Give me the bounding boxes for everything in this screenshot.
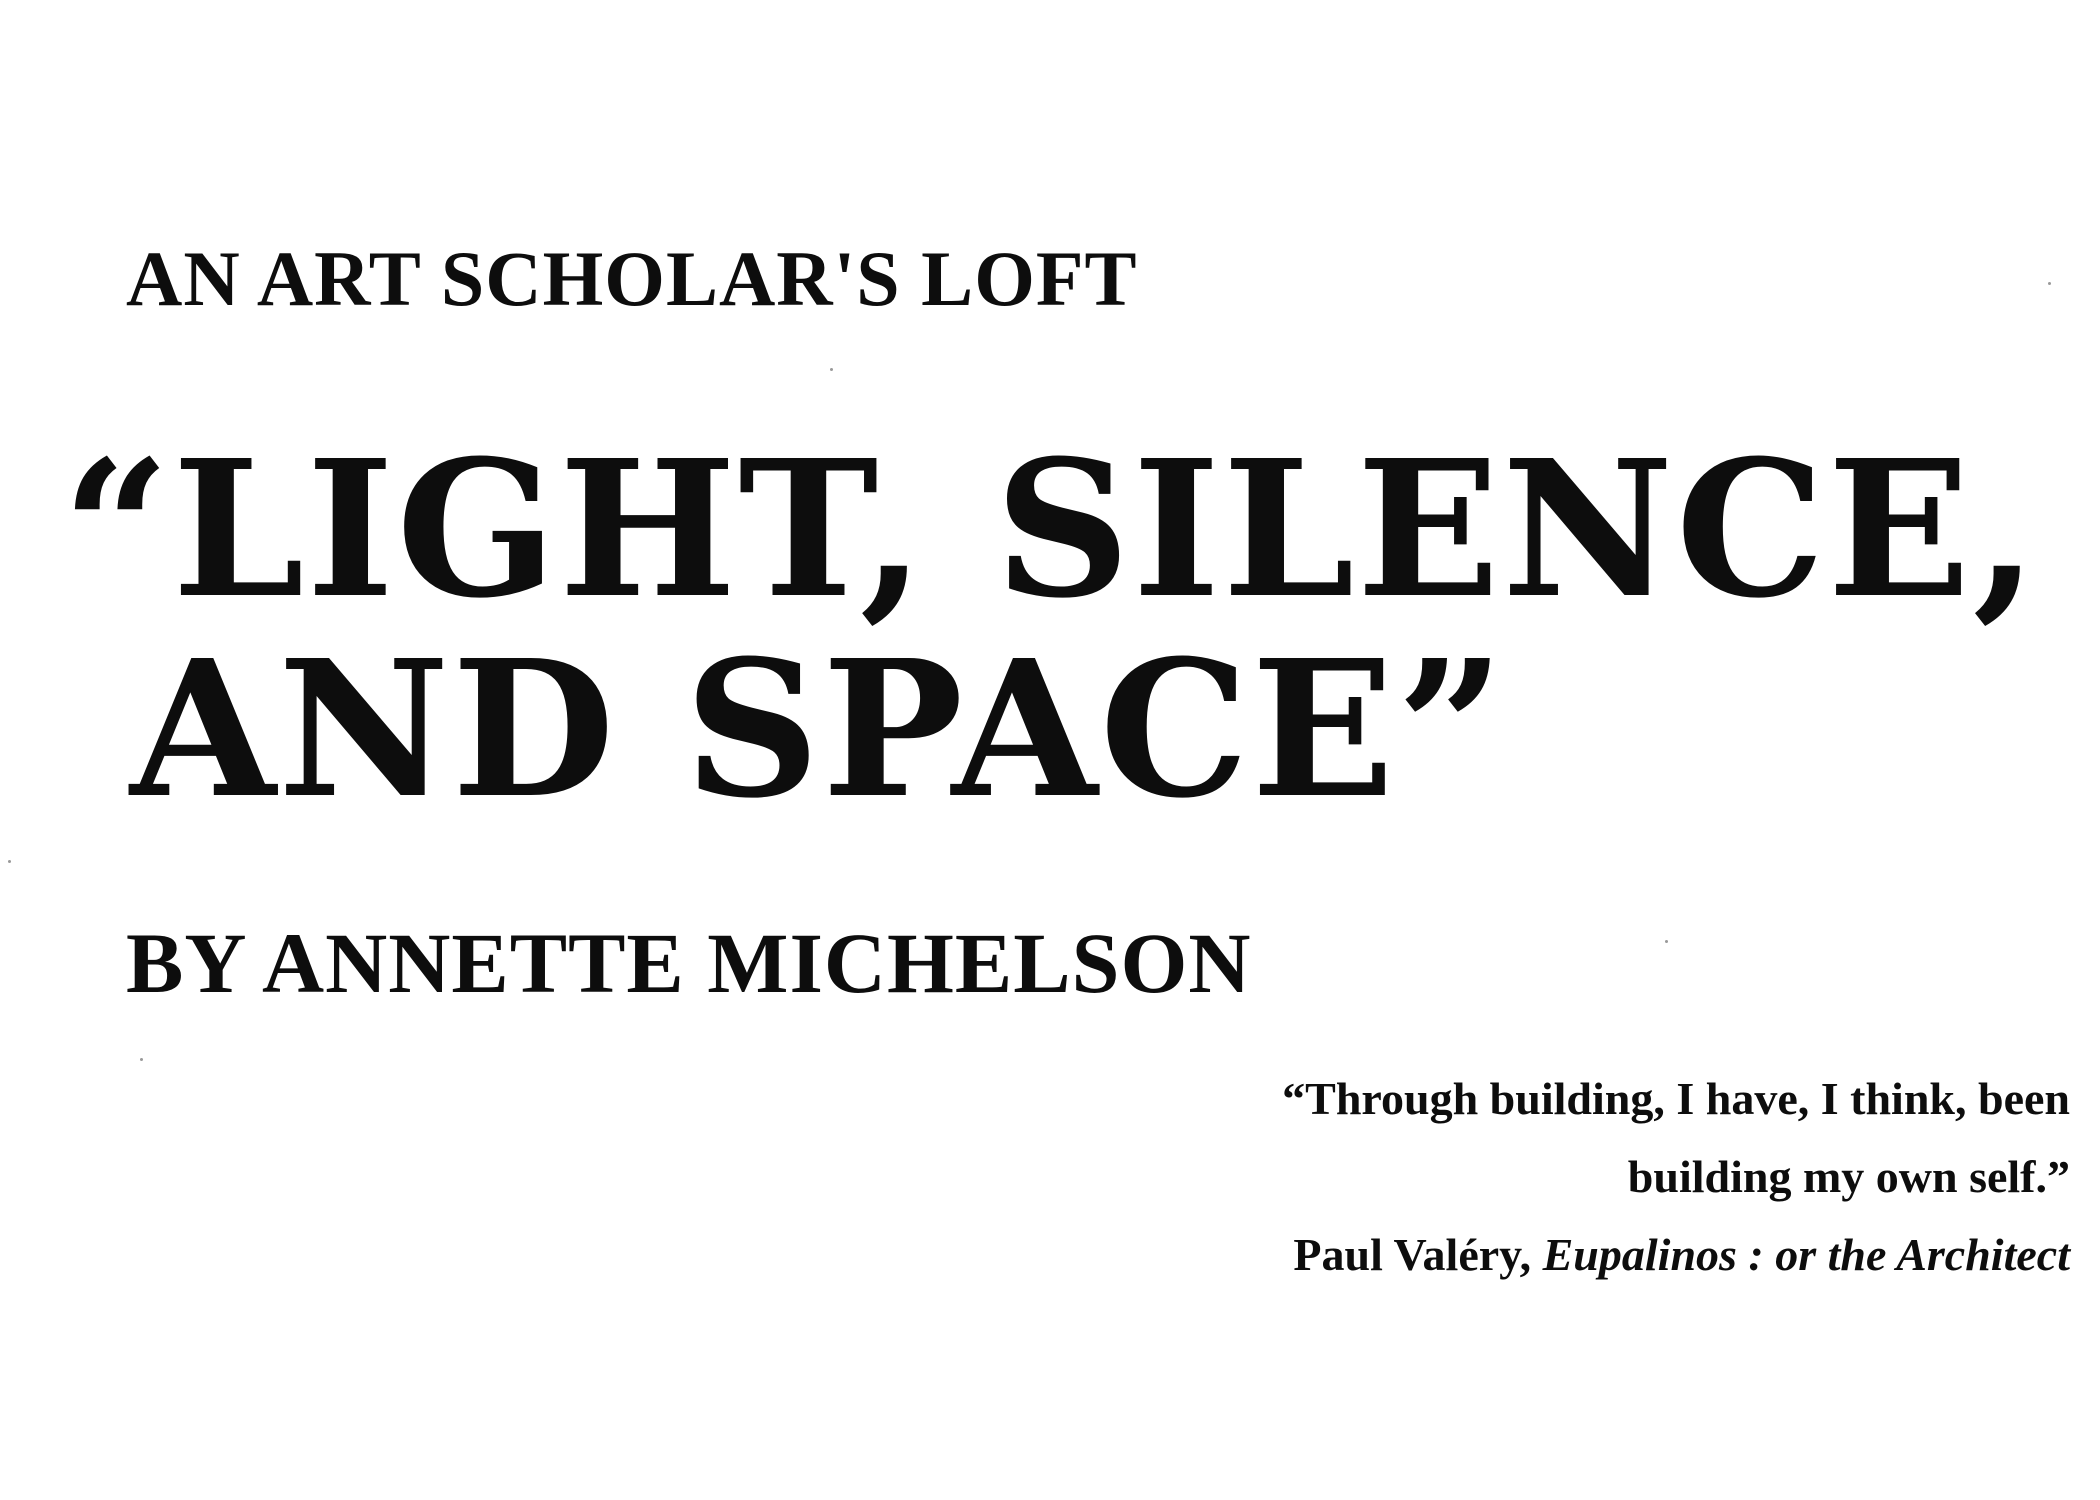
section-kicker: AN ART SCHOLAR'S LOFT: [126, 235, 1138, 322]
epigraph-quote-line-2: building my own self.”: [1627, 1151, 2070, 1202]
epigraph-quote-line-1: “Through building, I have, I think, been: [1282, 1073, 2070, 1124]
epigraph: [1070, 1060, 2070, 1294]
scan-speck: [1665, 940, 1668, 943]
scan-speck: [140, 1058, 143, 1061]
article-headline: [62, 419, 2041, 840]
epigraph-author: Paul Valéry,: [1293, 1229, 1543, 1280]
author-byline: BY ANNETTE MICHELSON: [126, 915, 1252, 1011]
scan-speck: [830, 368, 833, 371]
headline-line-1: “LIGHT, SILENCE,: [62, 419, 2041, 640]
headline-line-2: AND SPACE”: [130, 619, 1507, 840]
epigraph-attribution: [1070, 1216, 2070, 1294]
scan-speck: [2048, 282, 2051, 285]
scan-speck: [8, 860, 11, 863]
epigraph-work-title: Eupalinos : or the Architect: [1542, 1229, 2070, 1280]
